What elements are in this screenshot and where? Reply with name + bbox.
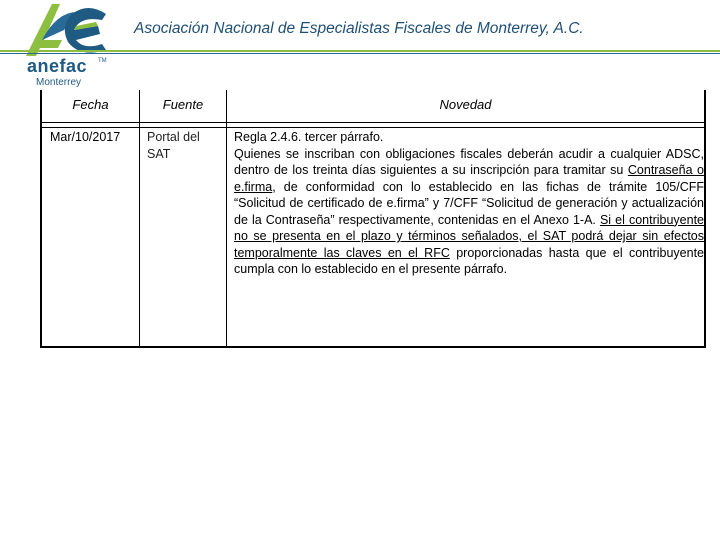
column-divider <box>226 90 227 346</box>
novedad-rule-reference: Regla 2.4.6. tercer párrafo. <box>234 130 384 144</box>
logo-city-text: Monterrey <box>36 77 82 88</box>
anefac-logo <box>18 0 118 90</box>
header-divider-blue <box>0 53 720 54</box>
novedad-underlined-text: Si el contribuyente no se presenta en el plazo y términos señalados, el SAT podrá dejar sin efectos temporalmente las claves en el RFC <box>234 212 704 260</box>
header-title: Asociación Nacional de Especialistas Fiscales de Monterrey, A.C. <box>134 20 584 37</box>
header-divider-green <box>0 50 720 52</box>
column-divider <box>139 90 140 346</box>
column-header-fuente: Fuente <box>162 96 204 112</box>
novedad-underlined-text: Contraseña o e.firma <box>234 163 704 194</box>
novedad-text: , de conformidad con lo establecido en las fichas de trámite 105/CFF “Solicitud de certificado de e.firma” y 7/CFF “Solicitud de generación y actualización de la Contraseña” respectivamente, contenidas en el Anexo 1-A. <box>234 179 704 227</box>
cell-fecha: Mar/10/2017 <box>50 130 121 144</box>
logo-brand-text: anefac <box>27 56 88 76</box>
column-header-fecha: Fecha <box>72 96 109 112</box>
cell-novedad <box>234 129 704 278</box>
novedad-text: Quienes se inscriban con obligaciones fiscales deberán acudir a cualquier ADSC, dentro de los treinta días siguientes a su inscripción para tramitar su <box>234 146 704 177</box>
logo-trademark: TM <box>98 58 107 64</box>
column-header-novedad: Novedad <box>439 96 492 112</box>
news-table <box>40 90 706 348</box>
header-row-divider <box>42 122 704 128</box>
novedad-text: proporcionadas hasta que el contribuyente cumpla con lo establecido en el presente párrafo. <box>234 245 704 276</box>
cell-fuente: Portal del SAT <box>147 130 200 161</box>
